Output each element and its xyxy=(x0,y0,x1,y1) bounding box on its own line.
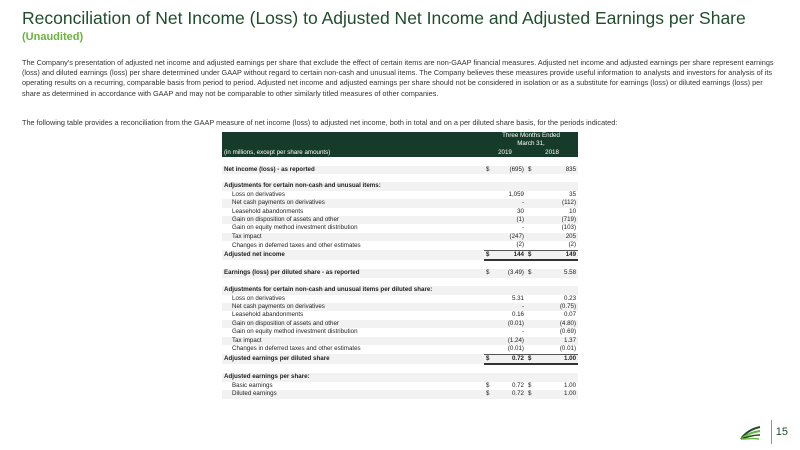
value-2018: 10 xyxy=(569,207,577,215)
table-row xyxy=(222,295,578,303)
value-2018: (0.69) xyxy=(559,328,577,336)
value-2018: (112) xyxy=(534,199,578,207)
value-2019: (247) xyxy=(492,233,526,241)
row-label: Gain on equity method investment distribution xyxy=(232,328,358,336)
value-2018: 35 xyxy=(569,190,577,198)
value-2018: 205 xyxy=(534,233,578,241)
page-title: Reconciliation of Net Income (Loss) to Adjusted Net Income and Adjusted Earnings per Share xyxy=(22,8,746,28)
currency-symbol: $ xyxy=(526,390,534,398)
table-row xyxy=(222,303,578,311)
table-row xyxy=(222,199,578,207)
value-2019: 5.31 xyxy=(511,294,524,302)
value-2018: (0.75) xyxy=(534,303,578,311)
value-2018: 0.23 xyxy=(564,294,577,302)
table-row xyxy=(222,233,578,241)
page-subtitle: (Unaudited) xyxy=(22,31,84,43)
value-2019: - xyxy=(492,199,526,207)
value-2018: 5.58 xyxy=(534,269,578,277)
currency-symbol: $ xyxy=(484,354,492,364)
value-2019: 0.16 xyxy=(511,311,524,319)
value-2018: 1.37 xyxy=(534,337,578,345)
currency-symbol: $ xyxy=(484,269,492,277)
adjusted-eps-row xyxy=(222,354,578,364)
header-period-line1: Three Months Ended xyxy=(484,132,578,140)
row-label: Diluted earnings xyxy=(222,390,484,398)
value-2018: 0.07 xyxy=(564,311,577,319)
row-label: Tax impact xyxy=(222,233,484,241)
adjusted-net-income-row xyxy=(222,250,578,260)
currency-symbol: $ xyxy=(484,390,492,398)
eps-row xyxy=(222,269,578,277)
row-label: Changes in deferred taxes and other estimates xyxy=(232,241,361,249)
table-row xyxy=(222,311,578,319)
currency-symbol: $ xyxy=(526,354,534,364)
footer-divider xyxy=(771,420,772,444)
value-2019: (1.24) xyxy=(492,337,526,345)
value-2019: (0.01) xyxy=(492,320,526,328)
value-2019: (695) xyxy=(492,166,526,174)
currency-symbol: $ xyxy=(526,250,534,260)
value-2018: (103) xyxy=(561,224,577,232)
row-label: Net income (loss) - as reported xyxy=(222,166,484,174)
row-label: Leasehold abandonments xyxy=(232,311,304,319)
value-2018: 1.00 xyxy=(564,381,577,389)
row-label: Net cash payments on derivatives xyxy=(222,303,484,311)
value-2019: 0.72 xyxy=(492,390,526,398)
row-label: Adjusted net income xyxy=(222,250,484,260)
row-label: Leasehold abandonments xyxy=(232,207,304,215)
value-2018: 1.00 xyxy=(534,390,578,398)
value-2019: - xyxy=(521,328,524,336)
row-label: Tax impact xyxy=(222,337,484,345)
value-2019: (2) xyxy=(492,241,526,250)
value-2018: 835 xyxy=(534,166,578,174)
adjusted-eps-section-row xyxy=(222,373,578,381)
table-row xyxy=(222,241,578,250)
value-2019: (1) xyxy=(492,216,526,224)
table-row xyxy=(222,328,578,336)
value-2018: (4.80) xyxy=(534,320,578,328)
header-col-2018: 2018 xyxy=(526,149,578,157)
value-2019: 0.72 xyxy=(511,381,524,389)
currency-symbol: $ xyxy=(486,381,490,389)
value-2019: 30 xyxy=(517,207,524,215)
row-label: Basic earnings xyxy=(232,381,273,389)
table-row xyxy=(222,216,578,224)
currency-symbol: $ xyxy=(526,166,534,174)
value-2019: 144 xyxy=(492,250,526,260)
intro-paragraph-2: The following table provides a reconciliation from the GAAP measure of net income (loss) to adjusted net income, both in total and on a per diluted share basis, for the periods indicated: xyxy=(22,118,618,127)
value-2018: (0.01) xyxy=(534,345,578,354)
section-label: Adjustments for certain non-cash and unusual items: xyxy=(222,182,578,190)
value-2019: (3.49) xyxy=(492,269,526,277)
table-row xyxy=(222,345,578,354)
header-units: (in millions, except per share amounts) xyxy=(222,149,484,157)
row-label: Net cash payments on derivatives xyxy=(222,199,484,207)
adjustments-header-row xyxy=(222,182,578,190)
intro-paragraph-1: The Company's presentation of adjusted net income and adjusted earnings per share that exclude the effect of certain items are non-GAAP financial measures. Adjusted net income and adjusted earnings per share represent earnings (loss) and diluted earnings (loss) per share determined under GAAP without regard to certain non-cash and unusual items. The Company believes these measures provide useful information to analysts and investors for analysis of its operating results on a recurring, comparable basis from period to period. Adjusted net income and adjusted earnings per share should not be considered in isolation or as a substitute for earnings (loss) or diluted earnings (loss) per share as determined in accordance with GAAP and may not be comparable to other similarly titled measures of other companies. xyxy=(22,58,774,98)
row-label: Adjusted earnings per diluted share xyxy=(222,354,484,364)
diluted-earnings-row xyxy=(222,390,578,398)
row-label: Loss on derivatives xyxy=(232,190,285,198)
table-header-row xyxy=(222,140,578,148)
table-row xyxy=(222,320,578,328)
table-row xyxy=(222,208,578,216)
value-2019: 0.72 xyxy=(492,354,526,364)
row-label: Earnings (loss) per diluted share - as reported xyxy=(222,269,484,277)
table-row xyxy=(222,337,578,345)
row-label: Gain on disposition of assets and other xyxy=(222,216,484,224)
currency-symbol: $ xyxy=(528,381,532,389)
reconciliation-table xyxy=(222,132,578,399)
currency-symbol: $ xyxy=(484,250,492,260)
company-logo-icon xyxy=(738,424,762,442)
eps-adjustments-header-row xyxy=(222,286,578,294)
table-header-row xyxy=(222,132,578,140)
value-2018: 149 xyxy=(534,250,578,260)
section-label: Adjustments for certain non-cash and unusual items per diluted share: xyxy=(222,286,578,294)
currency-symbol: $ xyxy=(526,269,534,277)
row-label: Changes in deferred taxes and other estimates xyxy=(232,345,361,353)
header-col-2019: 2019 xyxy=(484,149,526,157)
value-2019: - xyxy=(492,303,526,311)
row-label: Loss on derivatives xyxy=(232,294,285,302)
row-label: Gain on equity method investment distribution xyxy=(232,224,358,232)
table-row xyxy=(222,191,578,199)
value-2018: (719) xyxy=(534,216,578,224)
section-label: Adjusted earnings per share: xyxy=(222,373,578,381)
value-2019: - xyxy=(521,224,524,232)
currency-symbol: $ xyxy=(484,166,492,174)
net-income-row xyxy=(222,166,578,174)
value-2019: 1,059 xyxy=(508,190,524,198)
value-2018: 1.00 xyxy=(534,354,578,364)
value-2019: (0.01) xyxy=(492,345,526,354)
header-period-line2: March 31, xyxy=(484,140,578,148)
table-row xyxy=(222,224,578,232)
value-2018: (2) xyxy=(534,241,578,250)
page-number: 15 xyxy=(775,426,788,438)
row-label: Gain on disposition of assets and other xyxy=(222,320,484,328)
table-header-row xyxy=(222,149,578,157)
basic-earnings-row xyxy=(222,382,578,390)
